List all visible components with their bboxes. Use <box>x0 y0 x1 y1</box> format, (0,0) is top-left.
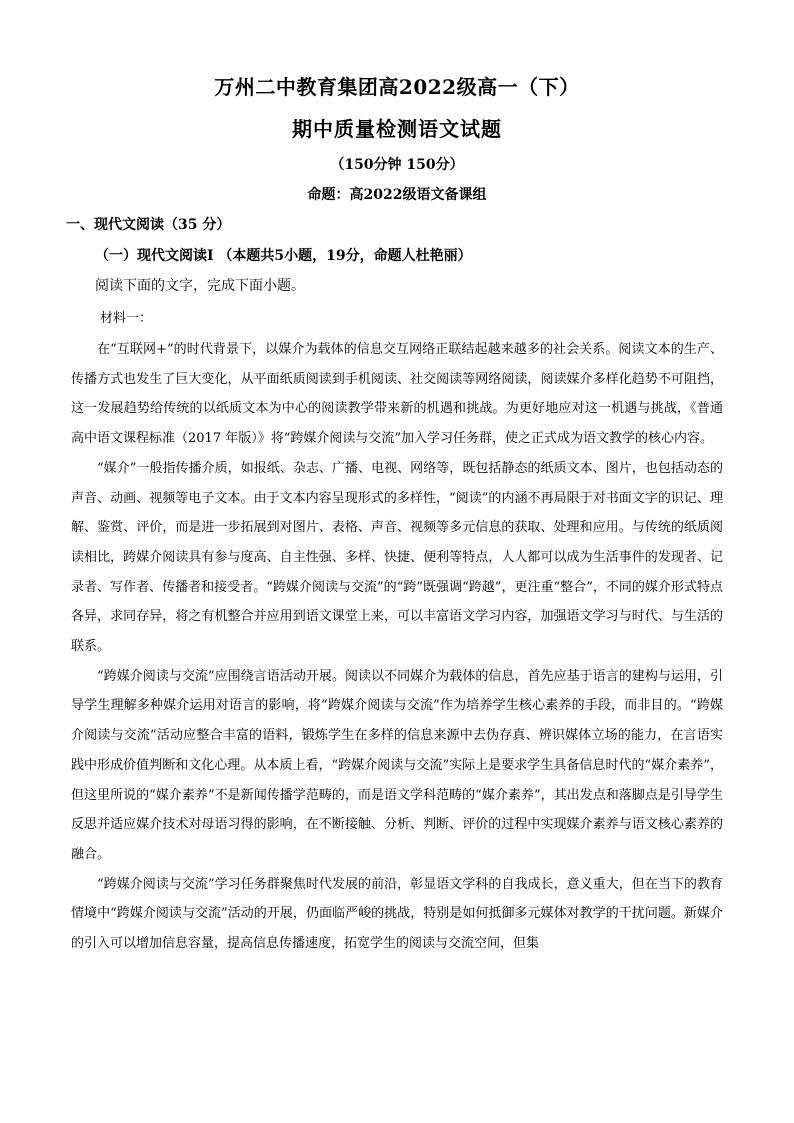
paragraph-3: “跨媒介阅读与交流”应围绕言语活动开展。阅读以不同媒介为载体的信息，首先应基于语言的建构与运用，引导学生理解多种媒介运用对语言的影响，将“跨媒介阅读与交流”作为培养学生核心素养的手段，而非目的。“跨媒介阅读与交流”活动应整合丰富的语料，锻炼学生在多样的信息来源中去伪存真、辨识媒体立场的能力，在言语实践中形成价值判断和文化心理。从本质上看，“跨媒介阅读与交流”实际上是要求学生具备信息时代的“媒介素养”，但这里所说的“媒介素养”不是新闻传播学范畴的，而是语文学科范畴的“媒介素养”，其出发点和落脚点是引导学生反思并适应媒介技术对母语习得的影响，在不断接触、分析、判断、评价的过程中实现媒介素养与语文核心素养的融合。 <box>71 668 723 862</box>
material-body <box>71 335 723 959</box>
paragraph-1: 在“互联网+”的时代背景下，以媒介为载体的信息交互网络正联结起越来越多的社会关系。阅读文本的生产、传播方式也发生了巨大变化，从平面纸质阅读到手机阅读、社交阅读等网络阅读，阅读媒介多样化趋势不可阻挡，这一发展趋势给传统的以纸质文本为中心的阅读教学带来新的机遇和挑战。为更好地应对这一机遇与挑战，《普通高中语文课程标准（2017 年版）》将“跨媒介阅读与交流”加入学习任务群，使之正式成为语文教学的核心内容。 <box>71 342 723 447</box>
paragraph-2: “媒介”一般指传播介质，如报纸、杂志、广播、电视、网络等，既包括静态的纸质文本、图片，也包括动态的声音、动画、视频等电子文本。由于文本内容呈现形式的多样性，“阅读”的内涵不再局限于对书面文字的识记、理解、鉴赏、评价，而是进一步拓展到对图片、表格、声音、视频等多元信息的获取、处理和应用。与传统的纸质阅读相比，跨媒介阅读具有参与度高、自主性强、多样、快捷、便利等特点，人人都可以成为生活事件的发现者、记录者、写作者、传播者和接受者。“跨媒介阅读与交流”的“跨”既强调“跨越”，更注重“整合”，不同的媒介形式特点各异，求同存异，将之有机整合并应用到语文课堂上来，可以丰富语文学习内容，加强语文学习与时代、与生活的联系。 <box>71 460 723 655</box>
subsection-heading: （一）现代文阅读Ⅰ （本题共5小题，19分，命题人杜艳丽） <box>95 248 472 264</box>
material-label: 材料一： <box>100 311 153 326</box>
exam-author: 命题：高2022级语文备课组 <box>307 187 487 203</box>
paragraph-4: “跨媒介阅读与交流”学习任务群聚焦时代发展的前沿，彰显语文学科的自我成长，意义重大，但在当下的教育情境中“跨媒介阅读与交流”活动的开展，仍面临严峻的挑战，特别是如何抵御多元媒体对教学的干扰问题。新媒介的引入可以增加信息容量，提高信息传播速度，拓宽学生的阅读与交流空间，但集 <box>71 876 723 952</box>
exam-title-line1: 万州二中教育集团高2022级高一（下） <box>214 75 580 99</box>
section-heading: 一、现代文阅读（35 分） <box>66 217 231 233</box>
exam-duration-score: （150分钟 150分） <box>330 157 464 173</box>
reading-instruction: 阅读下面的文字，完成下面小题。 <box>95 278 305 294</box>
exam-title-line2: 期中质量检测语文试题 <box>292 117 502 141</box>
